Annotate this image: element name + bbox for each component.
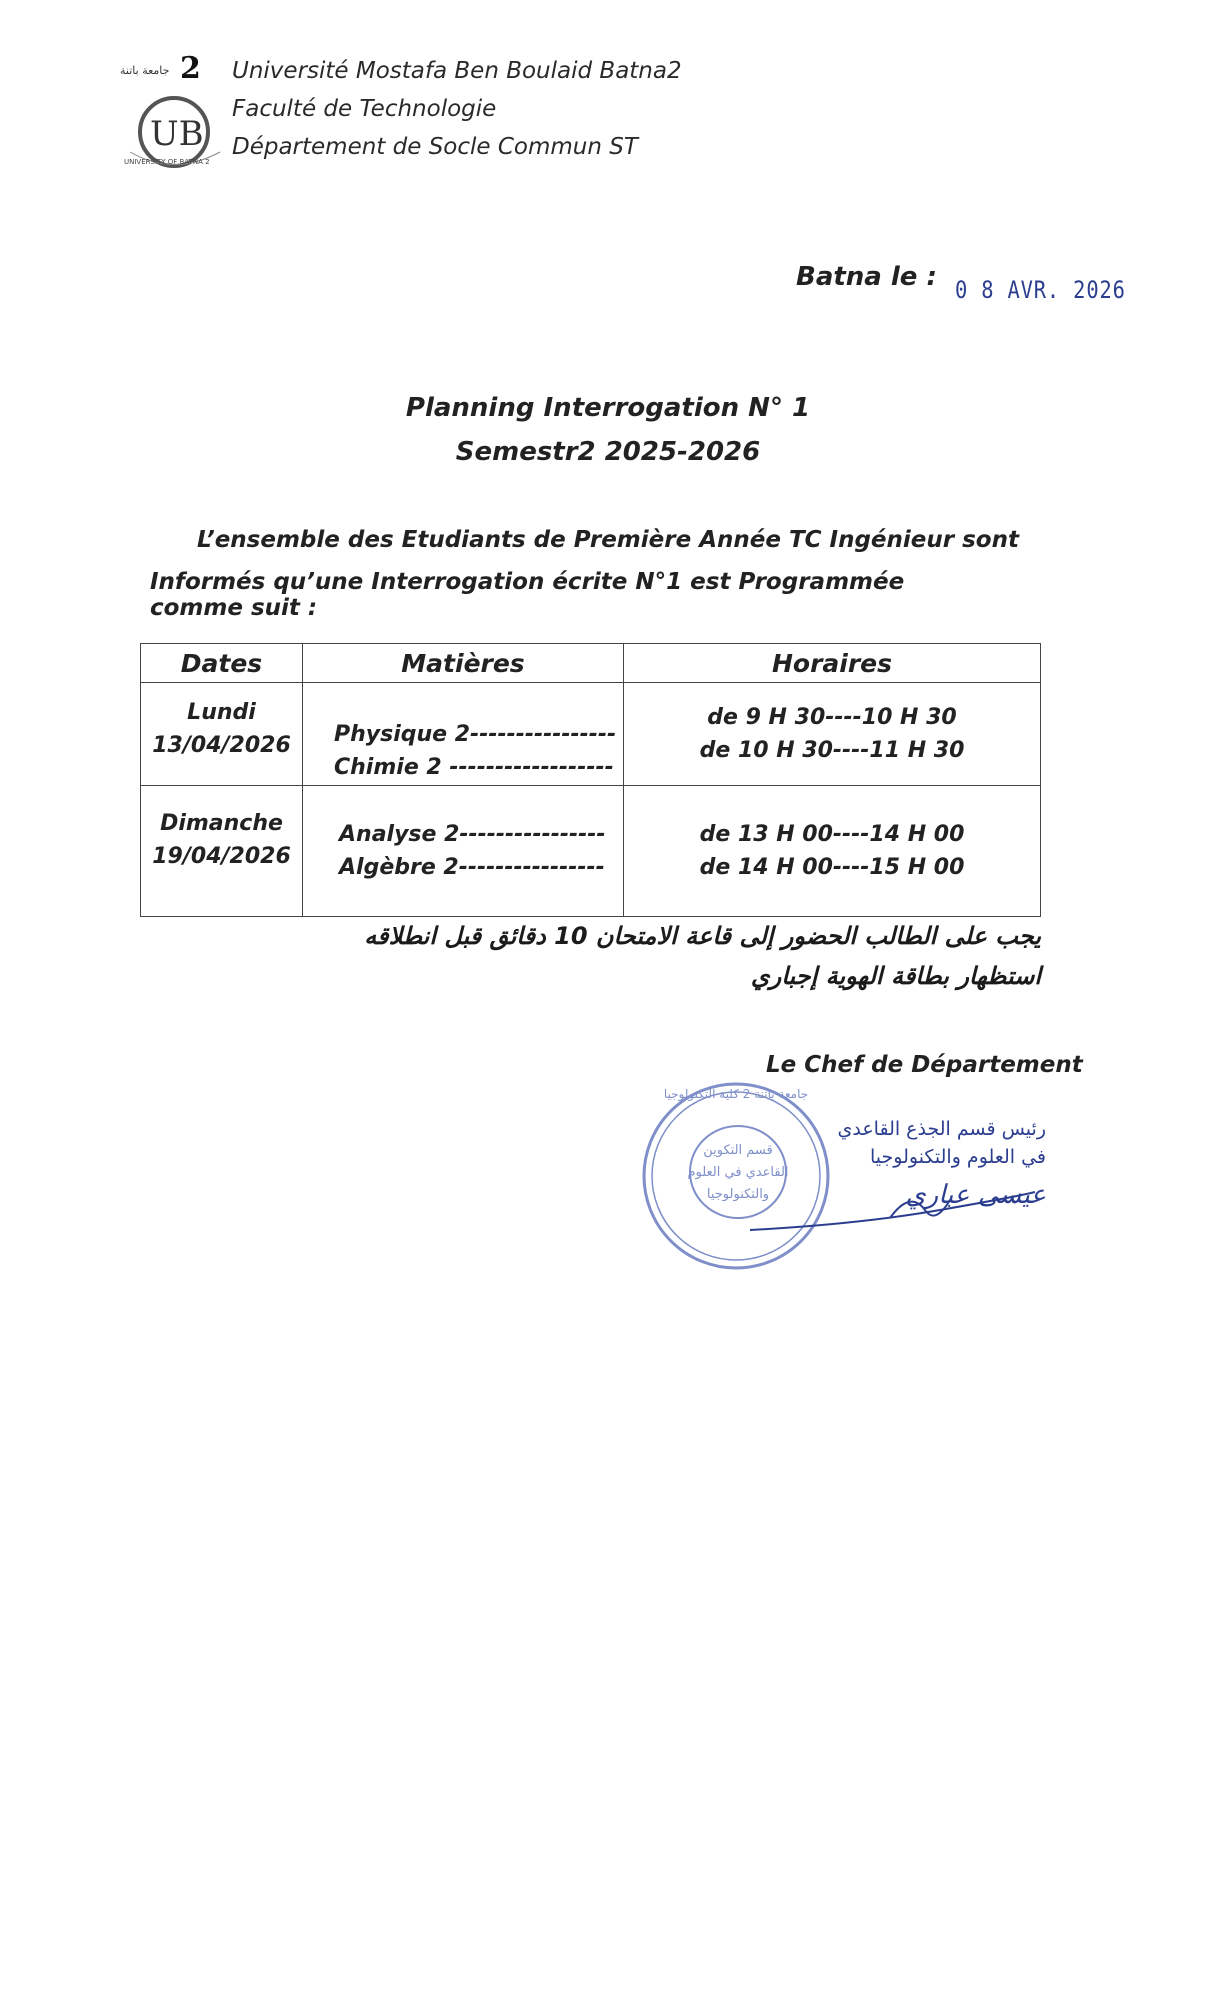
- signatory-title: Le Chef de Département: [766, 1052, 1083, 1078]
- subjects-cell: [303, 786, 624, 917]
- header-times: Horaires: [624, 644, 1041, 683]
- time-slot: de 13 H 00----14 H 00: [699, 822, 965, 847]
- schedule-table: [140, 643, 1041, 917]
- header-subjects: Matières: [303, 644, 624, 683]
- stamp-center-line: القاعدي في العلوم: [687, 1165, 789, 1180]
- day-name: Lundi: [187, 700, 256, 725]
- time-slot: de 14 H 00----15 H 00: [699, 855, 965, 880]
- stamp-ring-text: جامعة باتنة 2 كلية التكنولوجيا: [663, 1087, 809, 1101]
- arabic-note-id-card: استظهار بطاقة الهوية إجباري: [750, 962, 1041, 990]
- stamp-center-line: والتكنولوجيا: [706, 1187, 770, 1202]
- intro-line-2: Informés qu’une Interrogation écrite N°1 est Programmée comme suit :: [150, 569, 905, 621]
- semester-title: Semestr2 2025-2026: [455, 437, 761, 467]
- university-logo: [110, 52, 240, 172]
- logo-ring-text: UNIVERSITY OF BATNA 2: [124, 158, 210, 166]
- header-dates: Dates: [141, 644, 303, 683]
- date-cell: [141, 683, 303, 786]
- subjects-cell: [303, 683, 624, 786]
- date-cell: [141, 786, 303, 917]
- signature-title-ar-1: رئيس قسم الجذع القاعدي: [837, 1118, 1046, 1140]
- table-row: [141, 786, 1041, 917]
- time-slot: de 9 H 30----10 H 30: [707, 705, 957, 730]
- time-slot: de 10 H 30----11 H 30: [699, 738, 965, 763]
- arabic-note-attendance: يجب على الطالب الحضور إلى قاعة الامتحان 10 دقائق قبل انطلاقه: [364, 922, 1041, 950]
- university-name: Université Mostafa Ben Boulaid Batna2: [232, 58, 682, 84]
- logo-letters: UB: [150, 114, 204, 154]
- subject: Analyse 2----------------: [339, 822, 606, 847]
- signature-name: عيسى عباري: [905, 1180, 1046, 1210]
- day-date: 19/04/2026: [152, 844, 291, 869]
- header-block: [232, 52, 682, 166]
- logo-arabic-text: جامعة باتنة: [120, 64, 170, 77]
- faculty-name: Faculté de Technologie: [232, 96, 497, 122]
- planning-title: Planning Interrogation N° 1: [405, 393, 811, 423]
- department-name: Département de Socle Commun ST: [232, 134, 638, 160]
- subject: Physique 2----------------: [334, 722, 617, 747]
- date-label: Batna le :: [796, 262, 937, 292]
- subject: Algèbre 2----------------: [339, 855, 605, 880]
- date-stamp: 0 8 AVR. 2026: [955, 276, 1126, 304]
- times-cell: [624, 683, 1041, 786]
- subject: Chimie 2 ------------------: [334, 755, 614, 780]
- day-name: Dimanche: [160, 811, 283, 836]
- times-cell: [624, 786, 1041, 917]
- official-stamp: [636, 1076, 836, 1276]
- table-row: [141, 683, 1041, 786]
- signature-title-ar-2: في العلوم والتكنولوجيا: [870, 1146, 1046, 1168]
- intro-line-1: L’ensemble des Etudiants de Première Année TC Ingénieur sont: [197, 527, 1019, 553]
- day-date: 13/04/2026: [152, 733, 291, 758]
- logo-number: 2: [180, 52, 201, 86]
- table-header-row: [141, 644, 1041, 683]
- stamp-center-line: قسم التكوين: [703, 1143, 773, 1158]
- signature-stroke: [740, 1180, 1040, 1240]
